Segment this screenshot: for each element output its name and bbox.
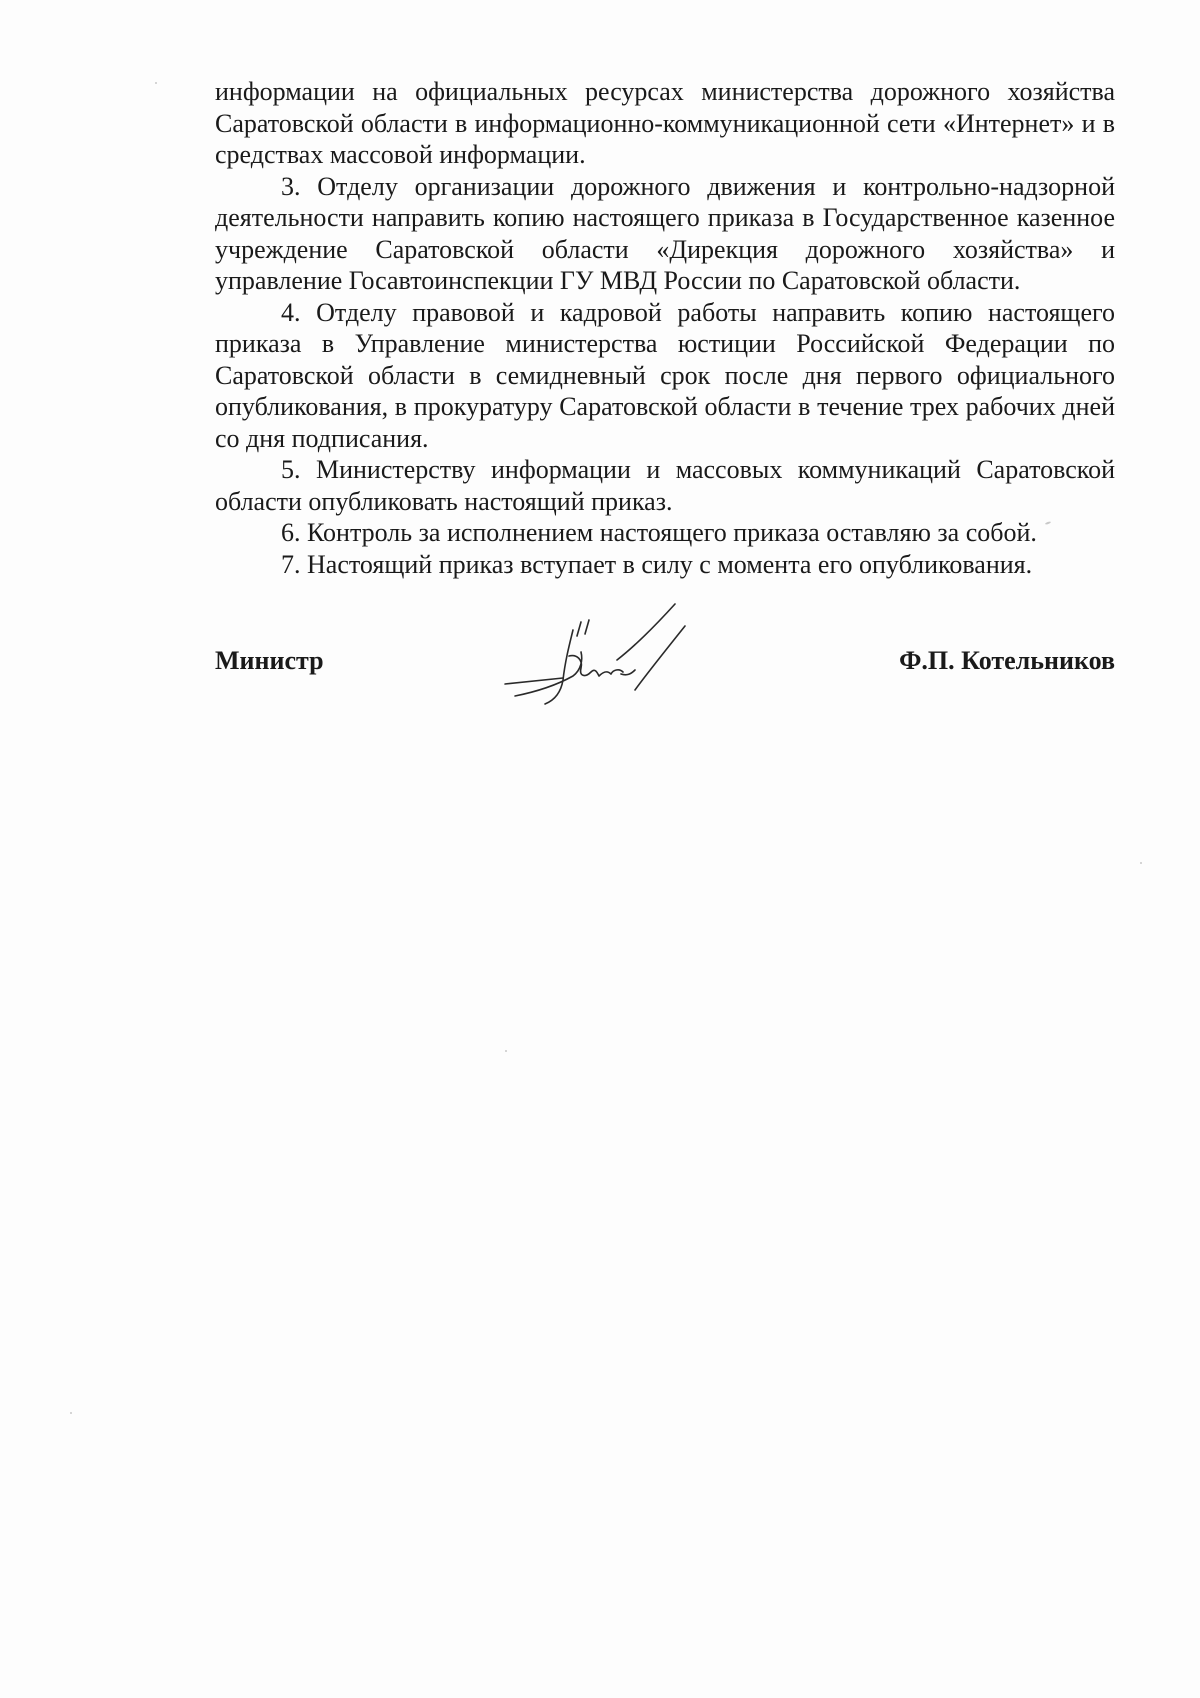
- signature-block: [215, 640, 1115, 720]
- document-body: [215, 76, 1115, 580]
- handwritten-signature-icon: [485, 596, 745, 716]
- paragraph-item-6: 6. Контроль за исполнением настоящего приказа оставляю за собой.: [281, 518, 1037, 547]
- signatory-title: Министр: [215, 646, 324, 675]
- paragraph-item-5: 5. Министерству информации и массовых коммуникаций Саратовской области опубликовать настоящий приказ.: [215, 455, 1115, 516]
- scan-speck: [70, 1412, 72, 1414]
- scan-speck: [155, 82, 157, 84]
- signatory-name: Ф.П. Котельников: [899, 646, 1115, 675]
- paragraph-item-7: 7. Настоящий приказ вступает в силу с момента его опубликования.: [281, 549, 1033, 579]
- scan-speck: [1140, 862, 1142, 864]
- paragraph-continuation: информации на официальных ресурсах министерства дорожного хозяйства Саратовской области в информационно-коммуникационной сети «Интернет» и в средствах массовой информации.: [215, 77, 1115, 169]
- paragraph-item-4: 4. Отделу правовой и кадровой работы направить копию настоящего приказа в Управление министерства юстиции Российской Федерации по Саратовской области в семидневный срок после дня первого официального опубликования, в прокуратуру Саратовской области в течение трех рабочих дней со дня подписания.: [215, 297, 1115, 453]
- paragraph-item-3: 3. Отделу организации дорожного движения и контрольно-надзорной деятельности направить копию настоящего приказа в Государственное казенное учреждение Саратовской области «Дирекция дорожного хозяйства» и управление Госавтоинспекции ГУ МВД России по Саратовской области.: [215, 171, 1115, 295]
- scan-speck: [505, 1050, 507, 1052]
